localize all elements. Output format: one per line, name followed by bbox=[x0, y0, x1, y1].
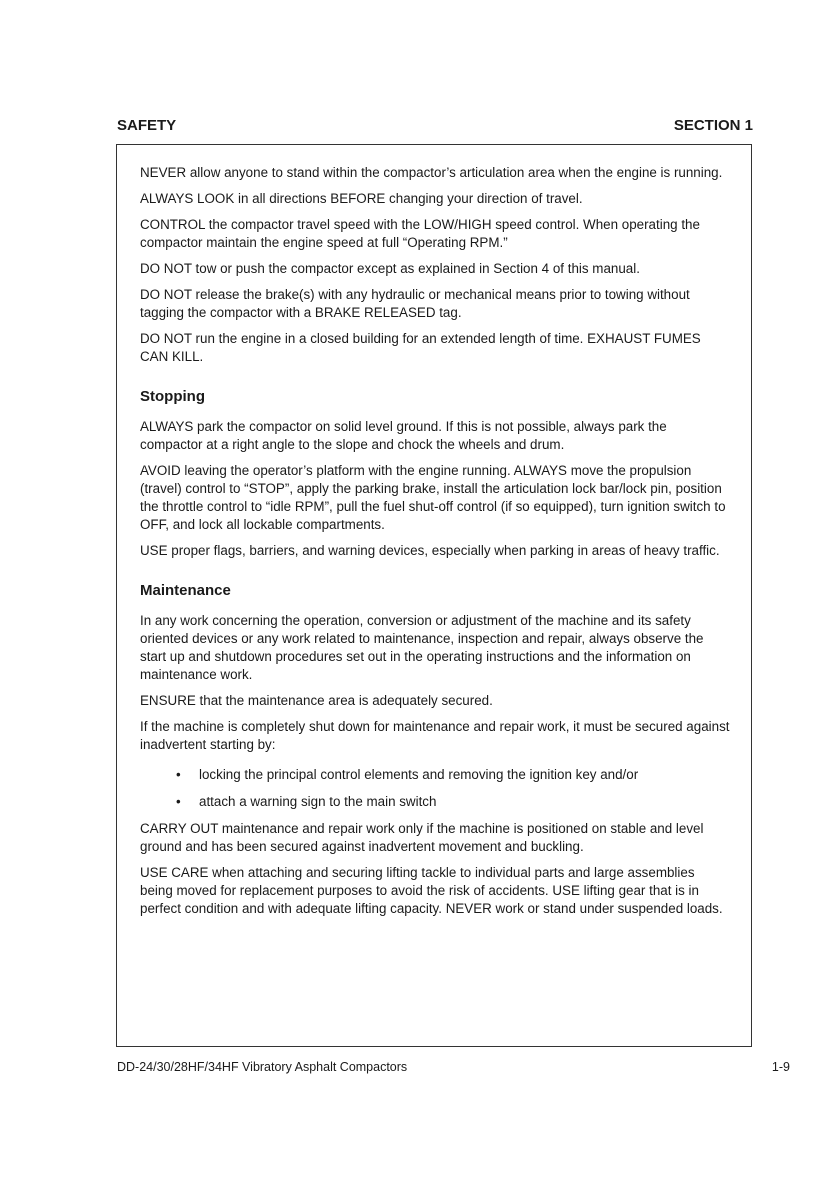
bullet-list bbox=[140, 766, 730, 811]
maintenance-heading: Maintenance bbox=[140, 582, 231, 599]
list-item-text: attach a warning sign to the main switch bbox=[199, 794, 437, 809]
stopping-heading: Stopping bbox=[140, 388, 205, 405]
paragraph: NEVER allow anyone to stand within the compactor’s articulation area when the engine is running. bbox=[140, 165, 723, 180]
paragraph: AVOID leaving the operator’s platform with the engine running. ALWAYS move the propulsion (travel) control to “STOP”, apply the parking brake, install the articulation lock bar/lock pin, position the throttle control to “idle RPM”, pull the fuel shut-off control (if so equipped), turn ignition switch to OFF, and lock all lockable compartments. bbox=[140, 463, 726, 532]
paragraph: ALWAYS LOOK in all directions BEFORE changing your direction of travel. bbox=[140, 191, 583, 206]
list-item-text: locking the principal control elements and removing the ignition key and/or bbox=[199, 767, 639, 782]
paragraph: CARRY OUT maintenance and repair work only if the machine is positioned on stable and level ground and has been secured against inadvertent movement and buckling. bbox=[140, 821, 704, 854]
list-item bbox=[140, 766, 730, 784]
page-number: 1-9 bbox=[771, 1060, 790, 1074]
paragraph: DO NOT run the engine in a closed building for an extended length of time. EXHAUST FUMES CAN KILL. bbox=[140, 331, 701, 364]
paragraph: DO NOT release the brake(s) with any hydraulic or mechanical means prior to towing without tagging the compactor with a BRAKE RELEASED tag. bbox=[140, 287, 690, 320]
list-item bbox=[140, 793, 730, 811]
paragraph: ENSURE that the maintenance area is adequately secured. bbox=[140, 693, 493, 708]
paragraph: If the machine is completely shut down for maintenance and repair work, it must be secured against inadvertent starting by: bbox=[140, 719, 730, 752]
paragraph: ALWAYS park the compactor on solid level ground. If this is not possible, always park the compactor at a right angle to the slope and chock the wheels and drum. bbox=[140, 419, 667, 452]
paragraph: CONTROL the compactor travel speed with the LOW/HIGH speed control. When operating the compactor maintain the engine speed at full “Operating RPM.” bbox=[140, 217, 700, 250]
paragraph: DO NOT tow or push the compactor except as explained in Section 4 of this manual. bbox=[140, 261, 640, 276]
paragraph: In any work concerning the operation, conversion or adjustment of the machine and its safety oriented devices or any work related to maintenance, inspection and repair, always observe the start up and shutdown procedures set out in the operating instructions and the information on maintenance work. bbox=[140, 613, 704, 682]
bullet-icon: • bbox=[176, 767, 181, 782]
safety-content bbox=[140, 164, 730, 926]
section-name: SAFETY bbox=[117, 117, 177, 134]
paragraph: USE CARE when attaching and securing lifting tackle to individual parts and large assemblies being moved for replacement purposes to avoid the risk of accidents. USE lifting gear that is in perfect condition and with adequate lifting capacity. NEVER work or stand under suspended loads. bbox=[140, 865, 723, 916]
section-number: SECTION 1 bbox=[673, 117, 753, 134]
footer-model: DD-24/30/28HF/34HF Vibratory Asphalt Compactors bbox=[117, 1060, 408, 1074]
paragraph: USE proper flags, barriers, and warning devices, especially when parking in areas of heavy traffic. bbox=[140, 543, 720, 558]
bullet-icon: • bbox=[176, 794, 181, 809]
